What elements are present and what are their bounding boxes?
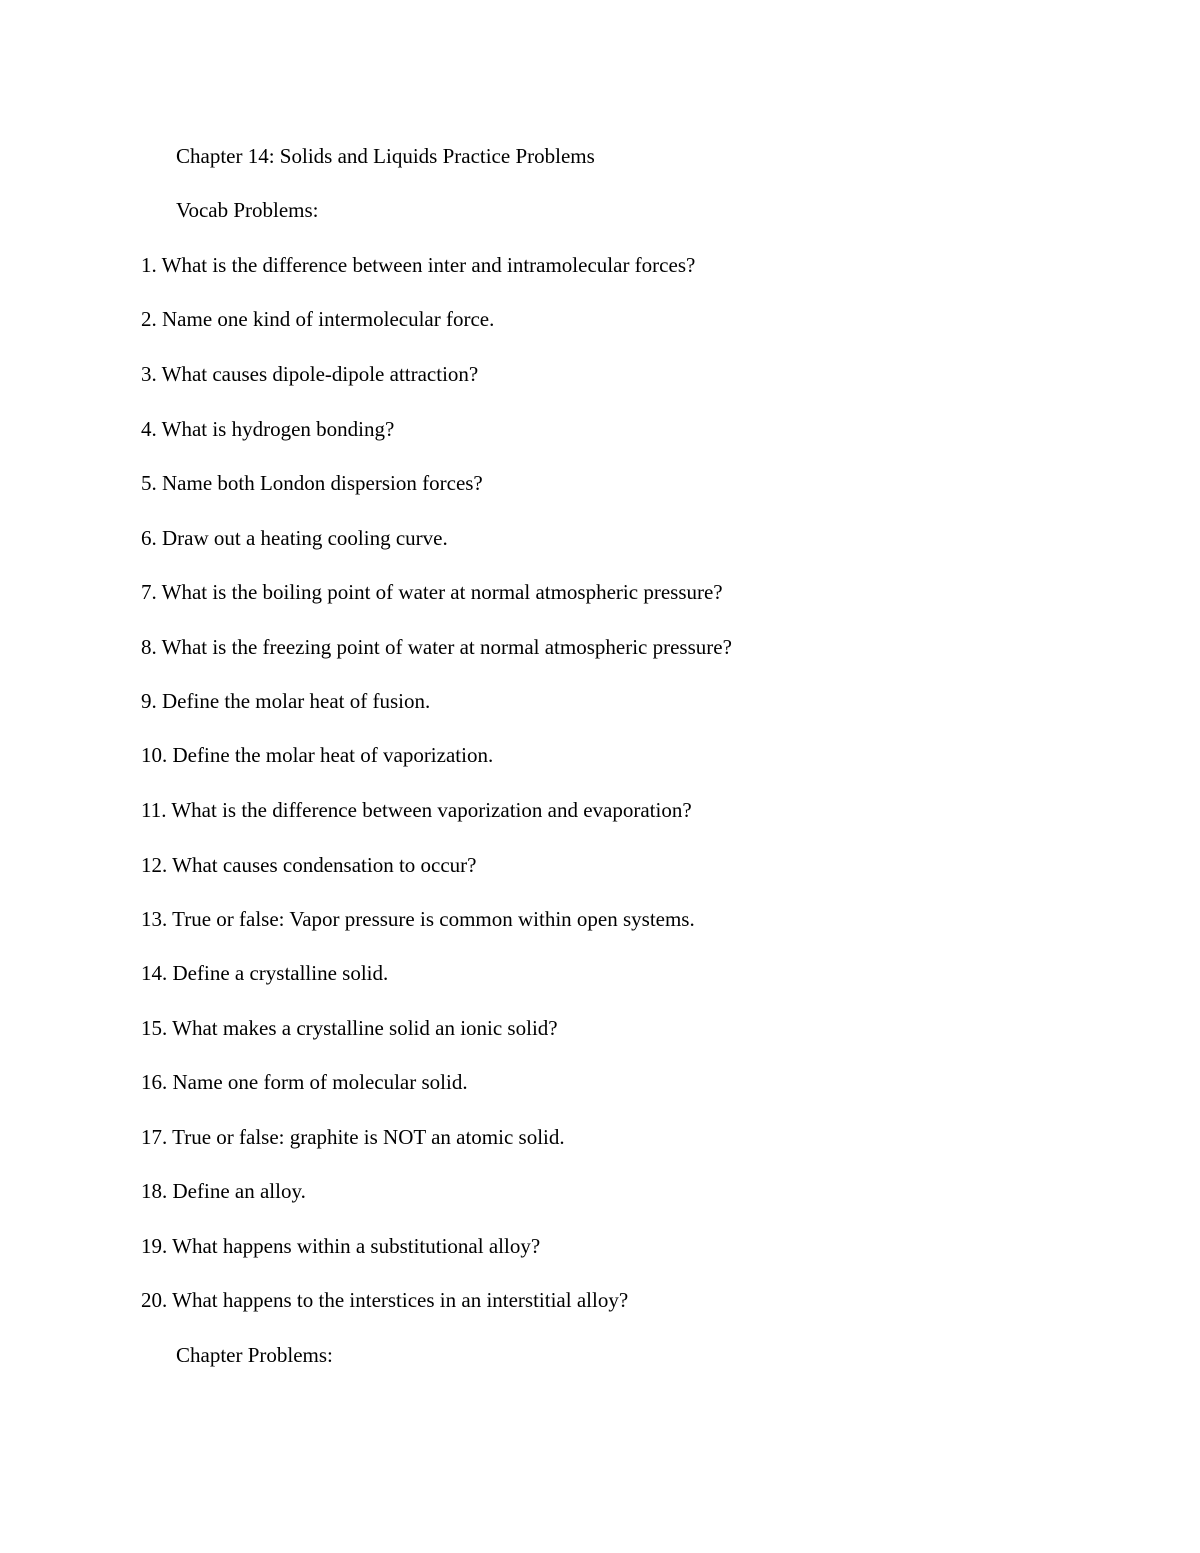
question-item: 12. What causes condensation to occur? — [141, 853, 477, 877]
question-item: 13. True or false: Vapor pressure is common within open systems. — [141, 907, 695, 931]
question-item: 5. Name both London dispersion forces? — [141, 471, 483, 495]
question-item: 8. What is the freezing point of water at normal atmospheric pressure? — [141, 635, 732, 659]
question-item: 16. Name one form of molecular solid. — [141, 1070, 468, 1094]
question-item: 14. Define a crystalline solid. — [141, 961, 389, 985]
vocab-heading: Vocab Problems: — [176, 198, 319, 222]
question-item: 7. What is the boiling point of water at normal atmospheric pressure? — [141, 580, 723, 604]
question-item: 2. Name one kind of intermolecular force. — [141, 307, 495, 331]
question-item: 9. Define the molar heat of fusion. — [141, 689, 431, 713]
question-item: 15. What makes a crystalline solid an ionic solid? — [141, 1016, 558, 1040]
question-item: 17. True or false: graphite is NOT an atomic solid. — [141, 1125, 565, 1149]
question-item: 4. What is hydrogen bonding? — [141, 417, 395, 441]
question-item: 18. Define an alloy. — [141, 1179, 306, 1203]
chapter-problems-heading: Chapter Problems: — [176, 1343, 333, 1367]
question-item: 10. Define the molar heat of vaporization. — [141, 743, 494, 767]
question-item: 11. What is the difference between vaporization and evaporation? — [141, 798, 692, 822]
question-item: 6. Draw out a heating cooling curve. — [141, 526, 448, 550]
question-item: 1. What is the difference between inter and intramolecular forces? — [141, 253, 696, 277]
document-title: Chapter 14: Solids and Liquids Practice Problems — [176, 144, 595, 168]
question-item: 20. What happens to the interstices in an interstitial alloy? — [141, 1288, 629, 1312]
question-item: 3. What causes dipole-dipole attraction? — [141, 362, 479, 386]
question-item: 19. What happens within a substitutional alloy? — [141, 1234, 541, 1258]
